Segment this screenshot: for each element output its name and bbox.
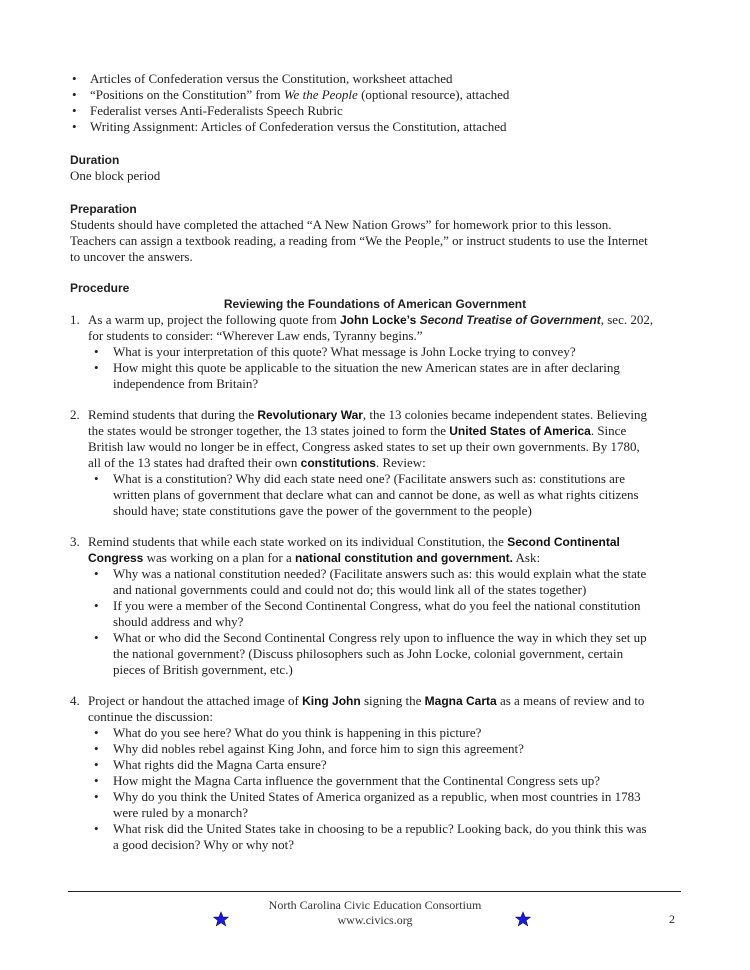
bullet-icon: • [94, 821, 99, 836]
duration-text: One block period [70, 168, 161, 183]
emphasized-text: Congress [88, 551, 144, 565]
emphasized-text: Second Continental [507, 535, 620, 549]
bullet-icon: • [94, 471, 99, 486]
text-segment: all of the 13 states had drafted their own [88, 455, 301, 470]
text-line [113, 789, 680, 805]
text-line [113, 376, 680, 392]
text-line [88, 550, 680, 566]
duration-section [70, 152, 680, 184]
text-line [113, 360, 680, 376]
text-segment: What is your interpretation of this quote? What message is John Locke trying to convey? [113, 344, 576, 359]
text-line [113, 662, 680, 678]
text-segment: signing the [360, 693, 425, 708]
procedure-heading: Procedure [70, 281, 130, 295]
bullet-icon: • [94, 360, 99, 375]
text-segment: pieces of British government, etc.) [113, 662, 293, 677]
text-line [90, 103, 680, 119]
text-segment: How might this quote be applicable to the situation the new American states are in after declaring [113, 360, 620, 375]
text-line [88, 534, 680, 550]
text-line [113, 773, 680, 789]
text-line [88, 328, 680, 344]
text-segment: Why do you think the United States of America organized as a republic, when most countries in 1783 [113, 789, 641, 804]
text-line [113, 821, 680, 837]
text-segment: “Positions on the Constitution” from [90, 87, 284, 102]
emphasized-text: United States of America [449, 424, 591, 438]
materials-item [70, 71, 680, 87]
text-segment: for students to consider: “Wherever Law ends, Tyranny begins.” [88, 328, 423, 343]
bullet-icon: • [72, 87, 77, 102]
text-segment: as a means of review and to [496, 693, 645, 708]
text-segment: What rights did the Magna Carta ensure? [113, 757, 327, 772]
text-line [88, 407, 680, 423]
text-segment: Ask: [513, 550, 541, 565]
discussion-question [92, 566, 680, 598]
text-line [113, 805, 680, 821]
step-number: 3. [70, 534, 80, 549]
discussion-question [92, 741, 680, 757]
materials-item [70, 87, 680, 103]
procedure-subheading: Reviewing the Foundations of American Government [223, 297, 527, 311]
bullet-icon: • [94, 789, 99, 804]
text-line [88, 455, 680, 471]
text-segment: Why was a national constitution needed? (Facilitate answers such as: this would explain what the state [113, 566, 647, 581]
step-number: 1. [70, 312, 80, 327]
procedure-step [70, 312, 680, 392]
text-segment: and national governments could and could not do; this would link all of the states together) [113, 582, 587, 597]
procedure-step [70, 407, 680, 519]
text-line [113, 566, 680, 582]
footer-url: www.civics.org [337, 913, 413, 927]
footer-divider [68, 891, 681, 892]
text-line [113, 582, 680, 598]
text-segment: should have; state constitutions gave the power of the government to the people) [113, 503, 532, 518]
discussion-question [92, 598, 680, 630]
emphasized-text: Revolutionary War [257, 408, 363, 422]
bullet-icon: • [94, 566, 99, 581]
procedure-step [70, 693, 680, 853]
text-line [88, 439, 680, 455]
discussion-question [92, 789, 680, 821]
text-segment: Remind students that during the [88, 407, 258, 422]
document-page [70, 71, 680, 853]
step-number: 2. [70, 407, 80, 422]
text-segment: Writing Assignment: Articles of Confederation versus the Constitution, attached [90, 119, 507, 134]
text-line [113, 741, 680, 757]
star-icon [515, 911, 531, 927]
text-segment: Remind students that while each state worked on its individual Constitution, the [88, 534, 508, 549]
bullet-icon: • [94, 773, 99, 788]
text-line [113, 487, 680, 503]
text-segment: should address and why? [113, 614, 244, 629]
text-segment: continue the discussion: [88, 709, 213, 724]
bullet-icon: • [94, 630, 99, 645]
duration-heading: Duration [70, 153, 120, 167]
preparation-line: to uncover the answers. [70, 249, 193, 264]
text-segment: If you were a member of the Second Continental Congress, what do you feel the national constitution [113, 598, 641, 613]
materials-item [70, 119, 680, 135]
text-segment: Articles of Confederation versus the Constitution, worksheet attached [90, 71, 453, 86]
emphasized-text: We the People [283, 87, 358, 102]
text-line [90, 87, 680, 103]
text-segment: Federalist verses Anti-Federalists Speech Rubric [90, 103, 343, 118]
text-line [113, 757, 680, 773]
emphasized-text: Second Treatise of Government [419, 313, 601, 327]
text-line [113, 837, 680, 853]
text-line [113, 503, 680, 519]
discussion-question [92, 471, 680, 519]
emphasized-text: Magna Carta [424, 694, 497, 708]
text-segment: the states would be stronger together, the 13 states joined to form the [88, 423, 450, 438]
procedure-step [70, 534, 680, 678]
text-segment: What or who did the Second Continental Congress rely upon to influence the way in which they set up [113, 630, 647, 645]
text-line [113, 471, 680, 487]
star-icon [213, 911, 229, 927]
bullet-icon: • [94, 344, 99, 359]
text-segment: , the 13 colonies became independent states. Believing [362, 407, 648, 422]
emphasized-text: constitutions [300, 456, 376, 470]
text-segment: What do you see here? What do you think is happening in this picture? [113, 725, 482, 740]
materials-item [70, 103, 680, 119]
text-line [90, 119, 680, 135]
text-line [113, 598, 680, 614]
emphasized-text: John Locke’s [340, 313, 420, 327]
text-segment: were ruled by a monarch? [113, 805, 248, 820]
discussion-question [92, 630, 680, 678]
discussion-question [92, 773, 680, 789]
text-line [88, 312, 680, 328]
bullet-icon: • [94, 598, 99, 613]
emphasized-text: King John [302, 694, 361, 708]
bullet-icon: • [94, 741, 99, 756]
text-segment: . Review: [375, 455, 426, 470]
discussion-question [92, 360, 680, 392]
text-segment: As a warm up, project the following quote from [88, 312, 340, 327]
text-line [88, 693, 680, 709]
bullet-icon: • [72, 119, 77, 134]
preparation-heading: Preparation [70, 202, 137, 216]
text-segment: independence from Britain? [113, 376, 259, 391]
text-line [113, 646, 680, 662]
text-segment: , sec. 202, [600, 312, 654, 327]
bullet-icon: • [94, 757, 99, 772]
text-line [113, 614, 680, 630]
preparation-section [70, 201, 680, 265]
bullet-icon: • [72, 71, 77, 86]
discussion-question [92, 757, 680, 773]
emphasized-text: national constitution and government. [295, 551, 514, 565]
preparation-line: Teachers can assign a textbook reading, a reading from “We the People,” or instruct students to use the Internet [70, 233, 648, 248]
bullet-icon: • [94, 725, 99, 740]
text-segment: British law would no longer be in effect, Congress asked states to set up their own governments. By 1780, [88, 439, 640, 454]
text-line [90, 71, 680, 87]
text-line [88, 423, 680, 439]
bullet-icon: • [72, 103, 77, 118]
text-segment: a good decision? Why or why not? [113, 837, 294, 852]
text-segment: written plans of government that declare what can and cannot be done, as well as what rights citizens [113, 487, 639, 502]
text-line [88, 709, 680, 725]
text-segment: What is a constitution? Why did each state need one? (Facilitate answers such as: constitutions are [113, 471, 626, 486]
page-number: 2 [669, 912, 675, 926]
discussion-question [92, 821, 680, 853]
procedure-list [70, 312, 680, 853]
step-number: 4. [70, 693, 80, 708]
text-segment: How might the Magna Carta influence the government that the Continental Congress sets up? [113, 773, 601, 788]
text-segment: (optional resource), attached [357, 87, 510, 102]
text-line [113, 725, 680, 741]
preparation-line: Students should have completed the attached “A New Nation Grows” for homework prior to this lesson. [70, 217, 612, 232]
footer-org: North Carolina Civic Education Consortium [268, 898, 482, 912]
text-segment: Project or handout the attached image of [88, 693, 303, 708]
text-line [113, 344, 680, 360]
procedure-section [70, 280, 680, 853]
text-segment: Why did nobles rebel against King John, and force him to sign this agreement? [113, 741, 524, 756]
materials-list [70, 71, 680, 135]
text-segment: was working on a plan for a [143, 550, 295, 565]
discussion-question [92, 344, 680, 360]
text-segment: What risk did the United States take in choosing to be a republic? Looking back, do you think this was [113, 821, 647, 836]
text-segment: the national government? (Discuss philosophers such as John Locke, colonial government, certain [113, 646, 624, 661]
text-line [113, 630, 680, 646]
discussion-question [92, 725, 680, 741]
text-segment: . Since [590, 423, 627, 438]
